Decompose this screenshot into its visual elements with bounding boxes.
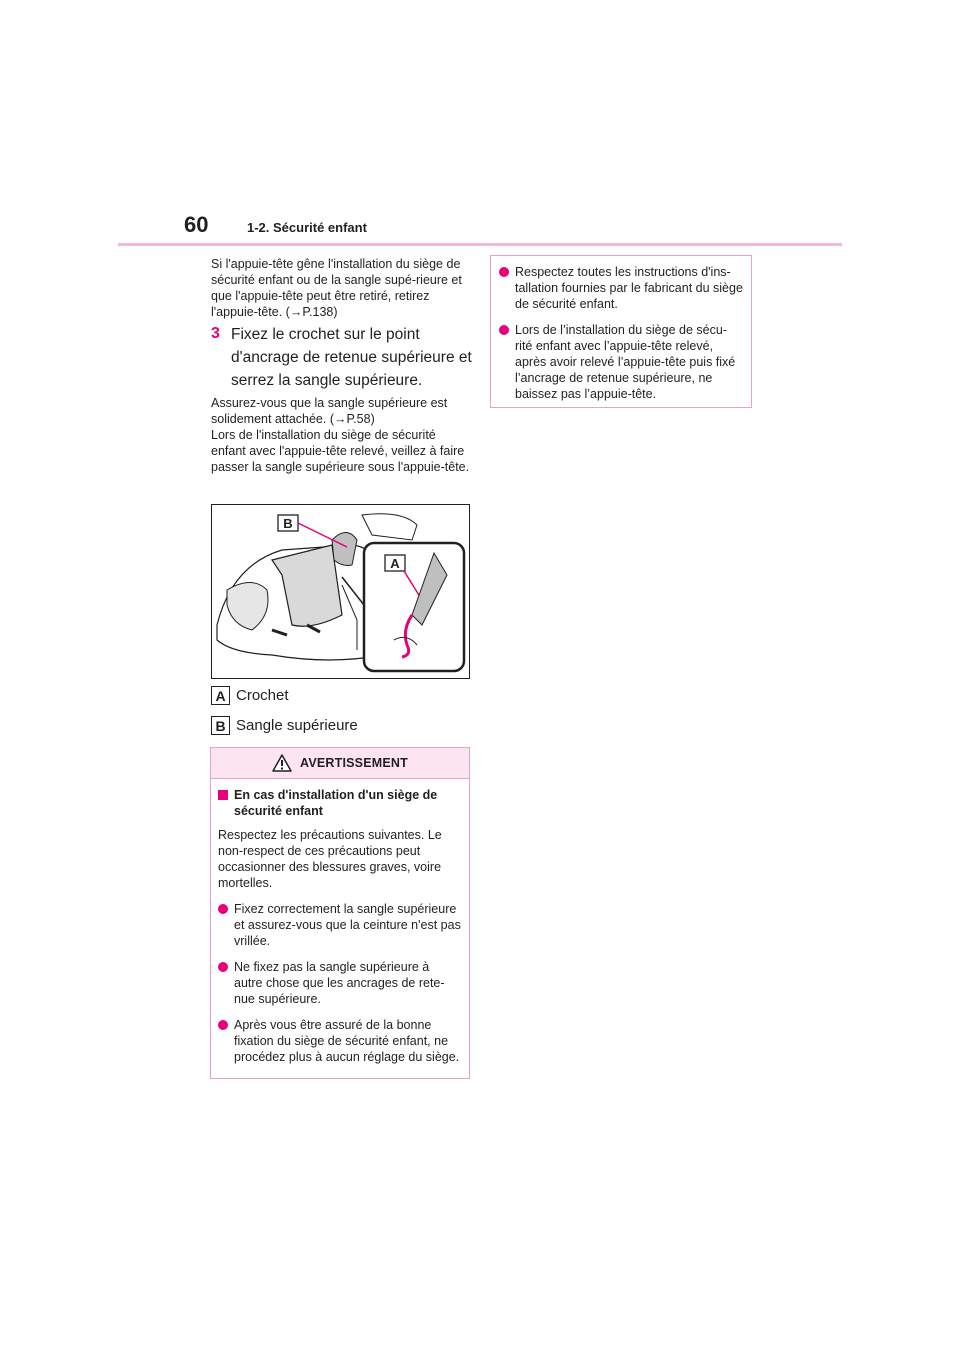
legend-label-b: Sangle supérieure	[236, 717, 358, 734]
legend-item-b	[211, 716, 358, 735]
warning-bullet	[218, 1017, 461, 1065]
warning-bullet	[218, 901, 461, 949]
section-title: 1-2. Sécurité enfant	[247, 220, 367, 235]
warning-continuation-box	[490, 255, 752, 408]
step-desc-1: Assurez-vous que la sangle supérieure est solidement attachée. (→P.58)	[211, 396, 448, 426]
warning-bullet	[499, 322, 743, 402]
square-bullet-icon	[218, 790, 228, 800]
intro-paragraph: Si l'appuie-tête gêne l'installation du siège de sécurité enfant ou de la sangle supé-rieure et que l'appuie-tête peut être retiré, retirez l'appuie-tête. (→P.138)	[211, 257, 462, 319]
warning-bullet-text: Fixez correctement la sangle supérieure et assurez-vous que la ceinture n'est pas vrillée.	[234, 902, 461, 948]
warning-bullet-text: Lors de l’installation du siège de sécu-rité enfant avec l’appuie-tête relevé, après avoir relevé l’appuie-tête puis fixé l’ancrage de retenue supérieure, ne baissez pas l’appuie-tête.	[515, 323, 736, 401]
legend-key-a: A	[211, 686, 230, 705]
warning-subtitle-text: En cas d'installation d'un siège de sécurité enfant	[234, 788, 438, 818]
warning-bullet-text: Après vous être assuré de la bonne fixation du siège de sécurité enfant, ne procédez plus à aucun réglage du siège.	[234, 1018, 460, 1064]
dot-bullet-icon	[218, 904, 228, 914]
warning-subtitle	[218, 787, 461, 819]
step-number: 3	[211, 325, 220, 342]
warning-bullet-text: Ne fixez pas la sangle supérieure à autre chose que les ancrages de rete-nue supérieure.	[234, 960, 445, 1006]
warning-box	[210, 747, 470, 1079]
warning-bullet	[218, 959, 461, 1007]
legend-key-b: B	[211, 716, 230, 735]
warning-title: AVERTISSEMENT	[300, 756, 408, 770]
warning-header	[211, 748, 469, 779]
warning-triangle-icon	[272, 754, 292, 772]
dot-bullet-icon	[218, 1020, 228, 1030]
header-rule	[118, 243, 842, 246]
step-description	[211, 395, 471, 475]
step-title: Fixez le crochet sur le point d'ancrage de retenue supérieure et serrez la sangle supérieure.	[231, 326, 472, 389]
dot-bullet-icon	[499, 267, 509, 277]
legend-label-a: Crochet	[236, 687, 289, 704]
callout-a-label: A	[390, 556, 400, 571]
warning-bullet-text: Respectez toutes les instructions d'ins-tallation fournies par le fabricant du siège de sécurité enfant.	[515, 265, 743, 311]
installation-figure	[211, 504, 470, 679]
page-number: 60	[184, 212, 209, 237]
callout-b-label: B	[283, 516, 293, 531]
dot-bullet-icon	[218, 962, 228, 972]
step-desc-2: Lors de l'installation du siège de sécurité enfant avec l'appuie-tête relevé, veillez à faire passer la sangle supérieure sous l'appuie-tête.	[211, 428, 470, 474]
step-3	[211, 323, 473, 392]
legend-item-a	[211, 686, 289, 705]
warning-paragraph: Respectez les précautions suivantes. Le non-respect de ces précautions peut occasionner des blessures graves, voire mortelles.	[218, 828, 442, 890]
warning-bullet	[499, 264, 743, 312]
dot-bullet-icon	[499, 325, 509, 335]
child-seat-illustration	[212, 505, 469, 678]
